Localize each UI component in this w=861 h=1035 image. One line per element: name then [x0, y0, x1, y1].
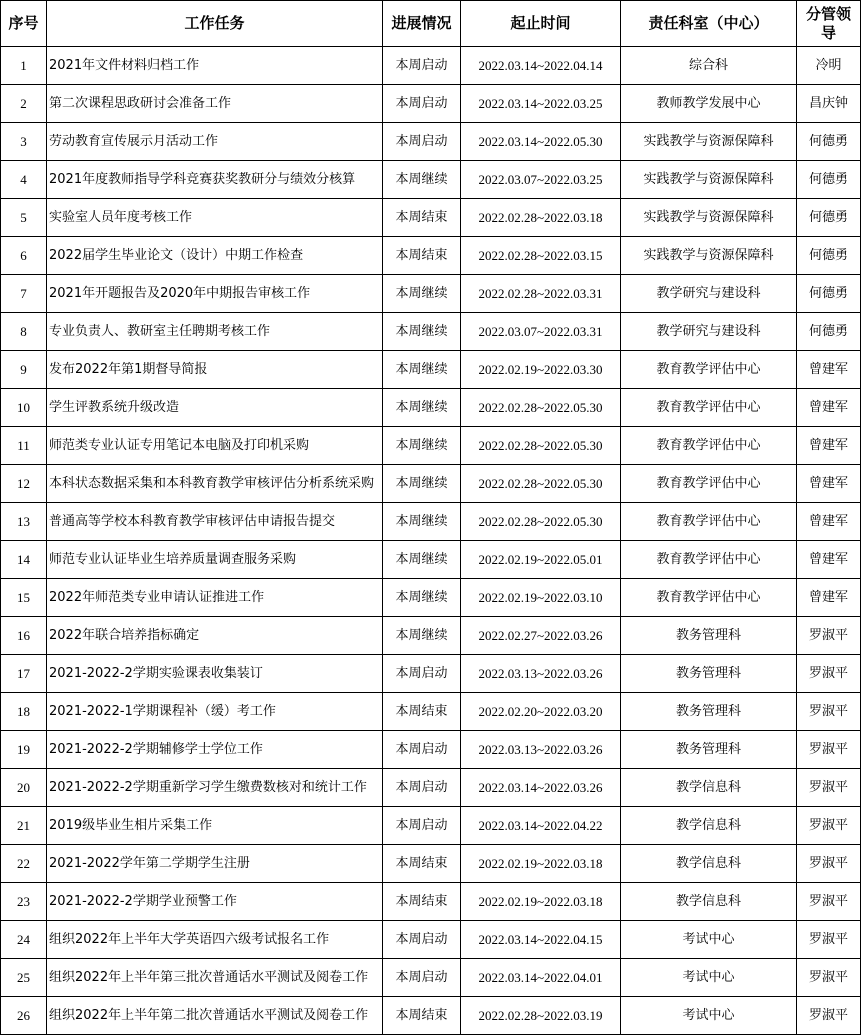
cell-leader: 何德勇	[797, 199, 861, 237]
cell-dept: 考试中心	[621, 997, 797, 1035]
cell-dept: 教育教学评估中心	[621, 541, 797, 579]
cell-dept: 教学研究与建设科	[621, 275, 797, 313]
cell-period: 2022.02.28~2022.05.30	[461, 427, 621, 465]
cell-dept: 教育教学评估中心	[621, 503, 797, 541]
table-row	[1, 693, 861, 731]
cell-status: 本周启动	[383, 769, 461, 807]
cell-task: 师范类专业认证专用笔记本电脑及打印机采购	[47, 427, 383, 465]
cell-dept: 教学信息科	[621, 807, 797, 845]
cell-dept: 教育教学评估中心	[621, 389, 797, 427]
cell-task: 2021-2022-2学期重新学习学生缴费数核对和统计工作	[47, 769, 383, 807]
cell-leader: 罗淑平	[797, 883, 861, 921]
cell-dept: 实践教学与资源保障科	[621, 161, 797, 199]
cell-period: 2022.03.14~2022.03.26	[461, 769, 621, 807]
cell-period: 2022.02.28~2022.05.30	[461, 389, 621, 427]
cell-task: 2021-2022-2学期实验课表收集装订	[47, 655, 383, 693]
cell-period: 2022.02.28~2022.03.15	[461, 237, 621, 275]
cell-no: 21	[1, 807, 47, 845]
cell-dept: 教务管理科	[621, 655, 797, 693]
cell-task: 发布2022年第1期督导简报	[47, 351, 383, 389]
cell-period: 2022.02.27~2022.03.26	[461, 617, 621, 655]
cell-leader: 何德勇	[797, 237, 861, 275]
cell-leader: 罗淑平	[797, 959, 861, 997]
table-row	[1, 997, 861, 1035]
table-row	[1, 237, 861, 275]
header-task: 工作任务	[47, 1, 383, 47]
header-status: 进展情况	[383, 1, 461, 47]
cell-task: 劳动教育宣传展示月活动工作	[47, 123, 383, 161]
cell-status: 本周结束	[383, 845, 461, 883]
cell-no: 5	[1, 199, 47, 237]
cell-period: 2022.02.19~2022.03.18	[461, 883, 621, 921]
cell-period: 2022.03.14~2022.04.15	[461, 921, 621, 959]
cell-status: 本周继续	[383, 389, 461, 427]
table-row	[1, 731, 861, 769]
cell-period: 2022.02.19~2022.03.18	[461, 845, 621, 883]
table-row	[1, 389, 861, 427]
cell-period: 2022.03.14~2022.05.30	[461, 123, 621, 161]
cell-task: 2022年联合培养指标确定	[47, 617, 383, 655]
cell-status: 本周结束	[383, 693, 461, 731]
table-row	[1, 579, 861, 617]
cell-status: 本周启动	[383, 807, 461, 845]
cell-no: 2	[1, 85, 47, 123]
cell-leader: 曾建军	[797, 503, 861, 541]
cell-dept: 教育教学评估中心	[621, 465, 797, 503]
cell-period: 2022.02.28~2022.03.19	[461, 997, 621, 1035]
cell-task: 2021年开题报告及2020年中期报告审核工作	[47, 275, 383, 313]
cell-task: 普通高等学校本科教育教学审核评估申请报告提交	[47, 503, 383, 541]
cell-period: 2022.02.19~2022.05.01	[461, 541, 621, 579]
table-row	[1, 351, 861, 389]
cell-task: 2019级毕业生相片采集工作	[47, 807, 383, 845]
cell-period: 2022.02.19~2022.03.30	[461, 351, 621, 389]
cell-dept: 教务管理科	[621, 731, 797, 769]
cell-task: 专业负责人、教研室主任聘期考核工作	[47, 313, 383, 351]
cell-status: 本周结束	[383, 199, 461, 237]
cell-no: 23	[1, 883, 47, 921]
cell-task: 2021-2022-2学期辅修学士学位工作	[47, 731, 383, 769]
table-row	[1, 807, 861, 845]
cell-dept: 实践教学与资源保障科	[621, 237, 797, 275]
cell-no: 19	[1, 731, 47, 769]
cell-leader: 曾建军	[797, 427, 861, 465]
table-row	[1, 465, 861, 503]
cell-dept: 实践教学与资源保障科	[621, 199, 797, 237]
cell-status: 本周结束	[383, 997, 461, 1035]
cell-leader: 曾建军	[797, 389, 861, 427]
table-row	[1, 427, 861, 465]
table-row	[1, 47, 861, 85]
cell-status: 本周启动	[383, 655, 461, 693]
cell-period: 2022.03.13~2022.03.26	[461, 655, 621, 693]
table-row	[1, 161, 861, 199]
cell-status: 本周启动	[383, 85, 461, 123]
cell-no: 16	[1, 617, 47, 655]
table-row	[1, 503, 861, 541]
cell-leader: 曾建军	[797, 579, 861, 617]
cell-leader: 罗淑平	[797, 693, 861, 731]
cell-no: 15	[1, 579, 47, 617]
cell-status: 本周启动	[383, 47, 461, 85]
cell-dept: 综合科	[621, 47, 797, 85]
cell-status: 本周继续	[383, 541, 461, 579]
cell-status: 本周启动	[383, 731, 461, 769]
cell-dept: 考试中心	[621, 921, 797, 959]
table-row	[1, 85, 861, 123]
cell-task: 本科状态数据采集和本科教育教学审核评估分析系统采购	[47, 465, 383, 503]
cell-period: 2022.03.14~2022.03.25	[461, 85, 621, 123]
cell-task: 组织2022年上半年第二批次普通话水平测试及阅卷工作	[47, 997, 383, 1035]
cell-period: 2022.03.14~2022.04.22	[461, 807, 621, 845]
cell-no: 25	[1, 959, 47, 997]
cell-task: 2021年文件材料归档工作	[47, 47, 383, 85]
cell-task: 实验室人员年度考核工作	[47, 199, 383, 237]
cell-leader: 罗淑平	[797, 617, 861, 655]
cell-status: 本周继续	[383, 275, 461, 313]
table-row	[1, 123, 861, 161]
cell-leader: 何德勇	[797, 123, 861, 161]
table-row	[1, 845, 861, 883]
cell-task: 2021-2022-2学期学业预警工作	[47, 883, 383, 921]
cell-leader: 罗淑平	[797, 731, 861, 769]
cell-status: 本周启动	[383, 921, 461, 959]
cell-dept: 实践教学与资源保障科	[621, 123, 797, 161]
table-row	[1, 313, 861, 351]
cell-dept: 教育教学评估中心	[621, 351, 797, 389]
table-row	[1, 541, 861, 579]
cell-dept: 教务管理科	[621, 693, 797, 731]
cell-status: 本周继续	[383, 465, 461, 503]
cell-no: 8	[1, 313, 47, 351]
cell-period: 2022.02.19~2022.03.10	[461, 579, 621, 617]
cell-period: 2022.03.14~2022.04.01	[461, 959, 621, 997]
cell-leader: 曾建军	[797, 541, 861, 579]
cell-period: 2022.02.20~2022.03.20	[461, 693, 621, 731]
cell-leader: 何德勇	[797, 161, 861, 199]
cell-status: 本周继续	[383, 579, 461, 617]
cell-no: 11	[1, 427, 47, 465]
cell-period: 2022.03.07~2022.03.25	[461, 161, 621, 199]
cell-leader: 罗淑平	[797, 769, 861, 807]
cell-period: 2022.03.14~2022.04.14	[461, 47, 621, 85]
cell-status: 本周结束	[383, 237, 461, 275]
cell-no: 6	[1, 237, 47, 275]
cell-no: 9	[1, 351, 47, 389]
table-row	[1, 959, 861, 997]
cell-leader: 罗淑平	[797, 921, 861, 959]
table-body	[1, 47, 861, 1035]
cell-no: 10	[1, 389, 47, 427]
cell-no: 22	[1, 845, 47, 883]
cell-dept: 教学信息科	[621, 883, 797, 921]
table-header-row	[1, 1, 861, 47]
cell-status: 本周继续	[383, 313, 461, 351]
cell-period: 2022.02.28~2022.05.30	[461, 503, 621, 541]
header-no: 序号	[1, 1, 47, 47]
cell-status: 本周继续	[383, 351, 461, 389]
cell-period: 2022.02.28~2022.03.31	[461, 275, 621, 313]
cell-task: 组织2022年上半年第三批次普通话水平测试及阅卷工作	[47, 959, 383, 997]
cell-dept: 教育教学评估中心	[621, 427, 797, 465]
cell-status: 本周结束	[383, 883, 461, 921]
cell-leader: 何德勇	[797, 313, 861, 351]
cell-leader: 曾建军	[797, 465, 861, 503]
cell-task: 2021-2022-1学期课程补（缓）考工作	[47, 693, 383, 731]
cell-period: 2022.02.28~2022.03.18	[461, 199, 621, 237]
cell-status: 本周继续	[383, 503, 461, 541]
cell-leader: 何德勇	[797, 275, 861, 313]
cell-no: 12	[1, 465, 47, 503]
cell-leader: 曾建军	[797, 351, 861, 389]
cell-leader: 罗淑平	[797, 845, 861, 883]
table-row	[1, 655, 861, 693]
cell-no: 20	[1, 769, 47, 807]
cell-task: 组织2022年上半年大学英语四六级考试报名工作	[47, 921, 383, 959]
cell-leader: 罗淑平	[797, 655, 861, 693]
cell-no: 13	[1, 503, 47, 541]
cell-no: 17	[1, 655, 47, 693]
header-dept: 责任科室（中心）	[621, 1, 797, 47]
cell-task: 2021年度教师指导学科竞赛获奖教研分与绩效分核算	[47, 161, 383, 199]
cell-status: 本周继续	[383, 427, 461, 465]
cell-no: 4	[1, 161, 47, 199]
cell-dept: 教务管理科	[621, 617, 797, 655]
cell-period: 2022.02.28~2022.05.30	[461, 465, 621, 503]
cell-period: 2022.03.13~2022.03.26	[461, 731, 621, 769]
cell-leader: 冷明	[797, 47, 861, 85]
cell-dept: 教学信息科	[621, 845, 797, 883]
cell-task: 2022年师范类专业申请认证推进工作	[47, 579, 383, 617]
cell-no: 3	[1, 123, 47, 161]
cell-no: 7	[1, 275, 47, 313]
cell-task: 2021-2022学年第二学期学生注册	[47, 845, 383, 883]
cell-task: 学生评教系统升级改造	[47, 389, 383, 427]
cell-task: 第二次课程思政研讨会准备工作	[47, 85, 383, 123]
table-row	[1, 883, 861, 921]
cell-dept: 教学研究与建设科	[621, 313, 797, 351]
cell-no: 14	[1, 541, 47, 579]
table-row	[1, 617, 861, 655]
cell-dept: 教学信息科	[621, 769, 797, 807]
cell-status: 本周启动	[383, 959, 461, 997]
table-row	[1, 275, 861, 313]
header-period: 起止时间	[461, 1, 621, 47]
table-row	[1, 921, 861, 959]
cell-task: 师范专业认证毕业生培养质量调查服务采购	[47, 541, 383, 579]
cell-period: 2022.03.07~2022.03.31	[461, 313, 621, 351]
cell-leader: 罗淑平	[797, 997, 861, 1035]
cell-task: 2022届学生毕业论文（设计）中期工作检查	[47, 237, 383, 275]
cell-no: 1	[1, 47, 47, 85]
table-row	[1, 769, 861, 807]
cell-dept: 教育教学评估中心	[621, 579, 797, 617]
cell-dept: 教师教学发展中心	[621, 85, 797, 123]
cell-status: 本周继续	[383, 617, 461, 655]
cell-no: 26	[1, 997, 47, 1035]
table-row	[1, 199, 861, 237]
cell-no: 18	[1, 693, 47, 731]
cell-status: 本周启动	[383, 123, 461, 161]
cell-no: 24	[1, 921, 47, 959]
cell-leader: 罗淑平	[797, 807, 861, 845]
cell-dept: 考试中心	[621, 959, 797, 997]
header-leader: 分管领导	[797, 1, 861, 47]
cell-status: 本周继续	[383, 161, 461, 199]
cell-leader: 昌庆钟	[797, 85, 861, 123]
